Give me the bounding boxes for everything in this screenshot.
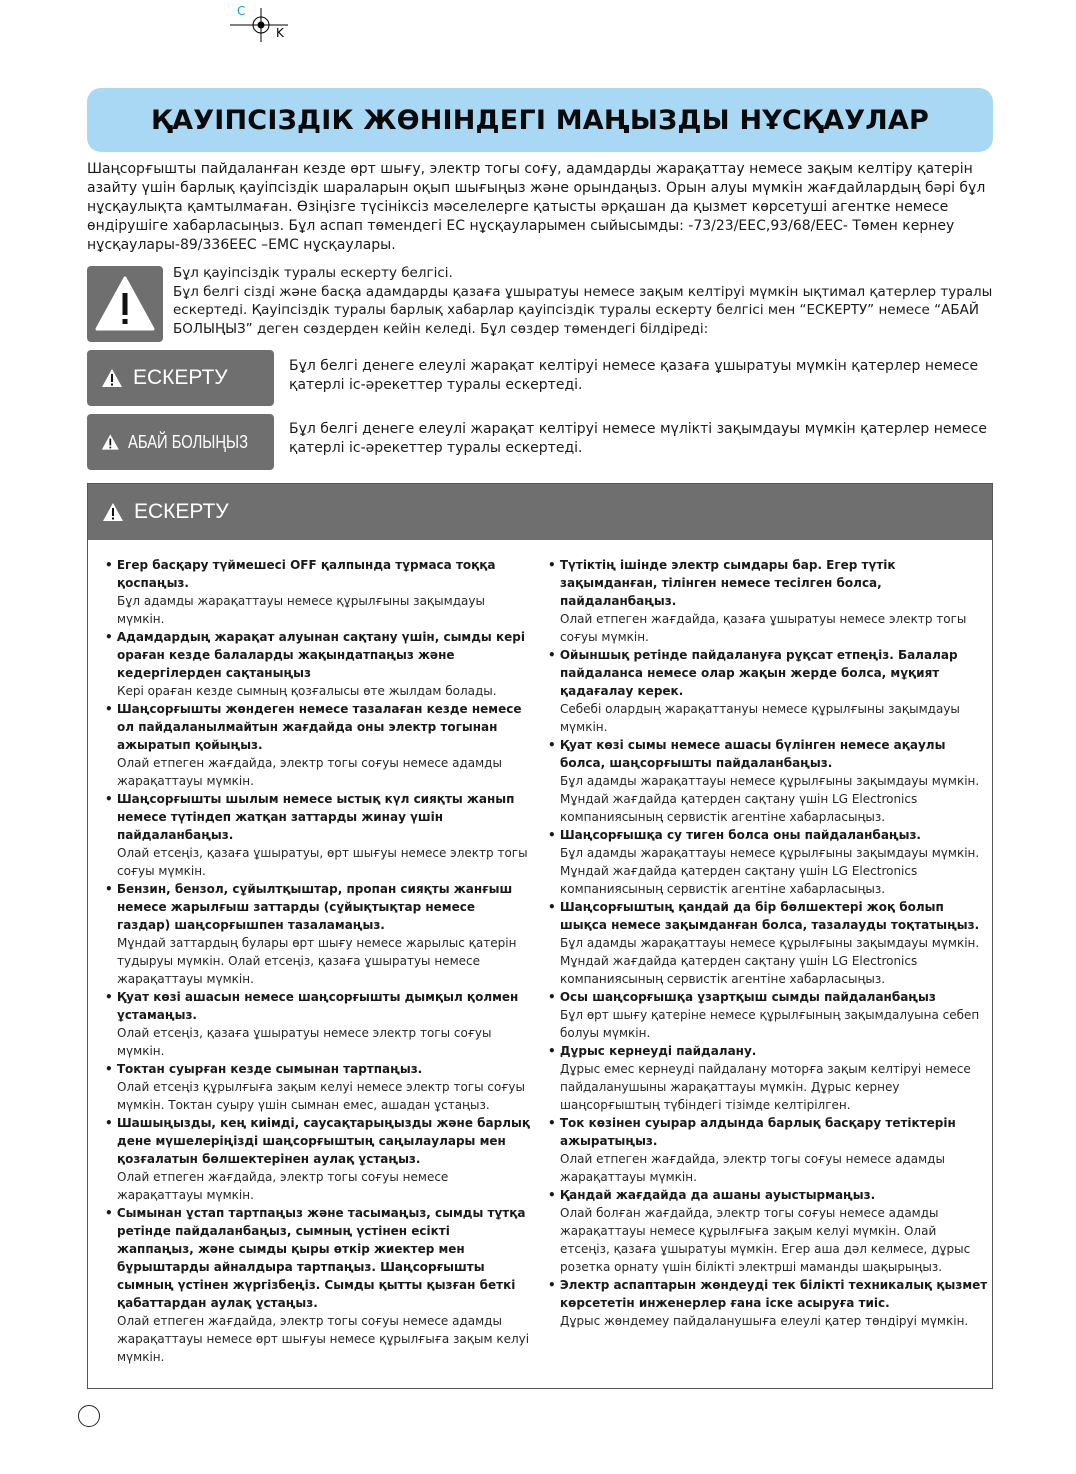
page-title: ҚАУІПСІЗДІК ЖӨНІНДЕГІ МАҢЫЗДЫ НҰСҚАУЛАР bbox=[151, 104, 929, 136]
item-title: • Адамдардың жарақат алуынан сақтану үшін, сымды кері ораған кезде балаларды жақындатпаңыз және кедергілерден сақтаныңыз bbox=[105, 628, 530, 682]
item-body: Олай етпеген жағдайда, электр тогы соғуы немесе адамды жарақаттауы мүмкін. bbox=[560, 1152, 945, 1184]
warning-panel-header bbox=[88, 484, 992, 540]
warning-description: Бұл белгі денеге елеулі жарақат келтіруі немесе қазаға ұшыратуы мүмкін қатерлер немесе қатерлі іс-әрекеттер туралы ескертеді. bbox=[289, 358, 979, 393]
item-body: Бұл адамды жарақаттауы немесе құрылғыны зақымдауы мүмкін. Мұндай жағдайда қатерден сақтану үшін LG Electronics компаниясының сервистік агентіне хабарласыңыз. bbox=[560, 774, 980, 824]
list-item bbox=[548, 556, 988, 646]
item-body: Олай етсеңіз, қазаға ұшыратуы немесе электр тогы соғуы мүмкін. bbox=[117, 1026, 492, 1058]
item-title: • Ойыншық ретінде пайдалануға рұқсат етпеңіз. Балалар пайдаланса немесе олар жақын жерде болса, мұқият қадағалау керек. bbox=[548, 646, 988, 700]
list-item bbox=[105, 1114, 530, 1204]
item-title: • Қуат көзі сымы немесе ашасы бүлінген немесе ақаулы болса, шаңсорғышты пайдаланбаңыз. bbox=[548, 736, 988, 772]
safety-alert-symbol bbox=[87, 266, 163, 342]
list-item bbox=[105, 700, 530, 790]
warning-triangle-icon bbox=[94, 275, 156, 333]
item-title: • Электр аспаптарын жөндеуді тек білікті техникалық қызмет көрсететін инженерлер ғана іске асыруға тиіс. bbox=[548, 1276, 988, 1312]
item-body: Олай етпеген жағдайда, электр тогы соғуы немесе жарақаттауы мүмкін. bbox=[117, 1170, 449, 1202]
warning-panel bbox=[87, 483, 993, 1389]
warning-triangle-icon bbox=[102, 502, 124, 522]
intro-paragraph: Шаңсорғышты пайдаланған кезде өрт шығу, электр тогы соғу, адамдарды жарақаттау немесе зақым келтіру қатерін азайту үшін барлық қауіпсіздік шараларын оқып шығыңыз және орындаңыз. Орын алуы мүмкін жағдайлардың бәрі бұл нұсқаулықта қамтылмаған. Өзіңізге түсініксіз мәселелерге қатысты әрқашан да қызмет көрсетуші агентке немесе өндірушіге хабарласыңыз. Бұл аспап төмендегі ЕС нұсқауларымен сыйысымды: -73/23/EEC,93/68/EEC- Төмен кернеу нұсқаулары-89/336EEC –EMC нұсқаулары. bbox=[87, 161, 986, 253]
item-title: • Түтіктің ішінде электр сымдары бар. Егер түтік зақымданған, тілінген немесе тесілген болса, пайдаланбаңыз. bbox=[548, 556, 988, 610]
item-title: • Қандай жағдайда да ашаны ауыстырмаңыз. bbox=[548, 1186, 988, 1204]
item-body: Бұл адамды жарақаттауы немесе құрылғыны зақымдауы мүмкін. Мұндай жағдайда қатерден сақтану үшін LG Electronics компаниясының сервистік агентіне хабарласыңыз. bbox=[560, 936, 980, 986]
list-item bbox=[548, 826, 988, 898]
item-title: • Егер басқару түймешесі OFF қалпында тұрмаса тоққа қоспаңыз. bbox=[105, 556, 530, 592]
item-title: • Бензин, бензол, сұйылтқыштар, пропан сияқты жанғыш немесе жарылғыш заттарды (сұйықтықтар немесе газдар) шаңсорғышпен тазаламаңыз. bbox=[105, 880, 530, 934]
page-number-circle bbox=[78, 1405, 100, 1427]
list-item bbox=[105, 1204, 530, 1366]
list-item bbox=[548, 1186, 988, 1276]
item-title: • Токтан суырған кезде сымынан тартпаңыз. bbox=[105, 1060, 530, 1078]
list-item bbox=[548, 736, 988, 826]
item-body: Олай етпеген жағдайда, қазаға ұшыратуы немесе электр тогы соғуы мүмкін. bbox=[560, 612, 967, 644]
caution-badge-label: АБАЙ БОЛЫҢЫЗ bbox=[127, 431, 248, 452]
list-item bbox=[548, 646, 988, 736]
item-body: Дұрыс жөндемеу пайдаланушыға елеулі қатер төндіруі мүмкін. bbox=[560, 1314, 969, 1328]
warning-list-left bbox=[105, 556, 530, 1366]
item-title: • Қуат көзі ашасын немесе шаңсорғышты дымқыл қолмен ұстамаңыз. bbox=[105, 988, 530, 1024]
item-body: Олай етсеңіз, қазаға ұшыратуы, өрт шығуы немесе электр тогы соғуы мүмкін. bbox=[117, 846, 528, 878]
item-title: • Шаңсорғышты шылым немесе ыстық күл сияқты жанып немесе түтіндеп жатқан заттарды жинау үшін пайдаланбаңыз. bbox=[105, 790, 530, 844]
symbol-explanation bbox=[173, 264, 993, 338]
warning-badge-label: ЕСКЕРТУ bbox=[133, 366, 228, 389]
item-body: Олай болған жағдайда, электр тогы соғуы немесе адамды жарақаттауы немесе құрылғыға зақым келуі мүмкін. Олай етсеңіз, қазаға ұшыратуы мүмкін. Егер аша дәл келмесе, дұрыс розетка орнату үшін білікті электрші маманды шақырыңыз. bbox=[560, 1206, 971, 1274]
list-item bbox=[105, 790, 530, 880]
item-body: Бұл өрт шығу қатеріне немесе құрылғының зақымдалуына себеп болуы мүмкін. bbox=[560, 1008, 980, 1040]
item-body: Олай етпеген жағдайда, электр тогы соғуы немесе адамды жарақаттауы немесе өрт шығуы немесе құрылғыға зақым келуі мүмкін. bbox=[117, 1314, 530, 1364]
item-body: Кері ораған кезде сымның қозғалысы өте жылдам болады. bbox=[117, 684, 497, 698]
list-item bbox=[105, 556, 530, 628]
item-title: • Шаңсорғышты жөндеген немесе тазалаған кезде немесе ол пайдаланылмайтын жағдайда оны электр тогынан ажыратып қойыңыз. bbox=[105, 700, 530, 754]
list-item bbox=[548, 1276, 988, 1330]
item-title: • Дұрыс кернеуді пайдалану. bbox=[548, 1042, 988, 1060]
warning-list-right bbox=[548, 556, 988, 1330]
warning-badge bbox=[87, 350, 274, 406]
item-body: Бұл адамды жарақаттауы немесе құрылғыны зақымдауы мүмкін. Мұндай жағдайда қатерден сақтану үшін LG Electronics компаниясының сервистік агентіне хабарласыңыз. bbox=[560, 846, 980, 896]
warning-panel-title: ЕСКЕРТУ bbox=[134, 500, 229, 523]
item-body: Олай етпеген жағдайда, электр тогы соғуы немесе адамды жарақаттауы мүмкін. bbox=[117, 756, 502, 788]
warning-triangle-icon bbox=[101, 432, 120, 452]
list-item bbox=[105, 880, 530, 988]
item-title: • Ток көзінен суырар алдында барлық басқару тетіктерін ажыратыңыз. bbox=[548, 1114, 988, 1150]
list-item bbox=[548, 1042, 988, 1114]
warning-triangle-icon bbox=[101, 368, 123, 388]
caution-description: Бұл белгі денеге елеулі жарақат келтіруі немесе мүлікті зақымдауы мүмкін қатерлер немесе қатерлі іс-әрекеттер туралы ескертеді. bbox=[289, 421, 987, 456]
list-item bbox=[548, 1114, 988, 1186]
symbol-explanation-line2: Бұл белгі сізді және басқа адамдарды қазаға ұшыратуы немесе зақым келтіруі мүмкін ықтимал қатерлер туралы ескертеді. Қауіпсіздік туралы барлық хабарлар қауіпсіздік туралы ескерту белгісі мен “ЕСКЕРТУ” немесе “АБАЙ БОЛЫҢЫЗ” деген сөздерден кейін келеді. Бұл сөздер төмендегі білдіреді: bbox=[173, 283, 993, 337]
item-title: • Шашыңызды, кең киімді, саусақтарыңызды және барлық дене мүшелеріңізді шаңсорғыштың саңылаулары мен қозғалатын бөлшектерінен аулақ ұстаңыз. bbox=[105, 1114, 530, 1168]
registration-mark-k: K bbox=[276, 26, 284, 40]
item-title: • Осы шаңсорғышқа ұзартқыш сымды пайдаланбаңыз bbox=[548, 988, 988, 1006]
list-item bbox=[105, 988, 530, 1060]
registration-mark-c: C bbox=[237, 4, 246, 18]
symbol-explanation-line1: Бұл қауіпсіздік туралы ескерту белгісі. bbox=[173, 265, 453, 281]
item-title: • Шаңсорғыштың қандай да бір бөлшектері жоқ болып шықса немесе зақымданған болса, тазалауды тоқтатыңыз. bbox=[548, 898, 988, 934]
list-item bbox=[105, 1060, 530, 1114]
item-title: • Сымынан ұстап тартпаңыз және тасымаңыз, сымды тұтқа ретінде пайдаланбаңыз, сымның үстінен есікті жаппаңыз, және сымды қыры өткір жиектер мен бұрыштарды айналдыра тартпаңыз. Шаңсорғышты сымның үстінен жүргізбеңіз. Сымды қытты қызған беткі қабаттардан аулақ ұстаңыз. bbox=[105, 1204, 530, 1312]
title-banner bbox=[87, 88, 993, 152]
list-item bbox=[105, 628, 530, 700]
item-title: • Шаңсорғышқа су тиген болса оны пайдаланбаңыз. bbox=[548, 826, 988, 844]
item-body: Дұрыс емес кернеуді пайдалану моторға зақым келтіруі немесе пайдаланушыны жарақаттауы мүмкін. Дұрыс кернеу шаңсорғыштың түбіндегі тізімде келтірілген. bbox=[560, 1062, 971, 1112]
item-body: Мұндай заттардың булары өрт шығу немесе жарылыс қатерін тудыруы мүмкін. Олай етсеңіз, қазаға ұшыратуы немесе жарақаттауы мүмкін. bbox=[117, 936, 517, 986]
list-item bbox=[548, 898, 988, 988]
caution-badge bbox=[87, 414, 274, 470]
list-item bbox=[548, 988, 988, 1042]
item-body: Бұл адамды жарақаттауы немесе құрылғыны зақымдауы мүмкін. bbox=[117, 594, 485, 626]
item-body: Олай етсеңіз құрылғыға зақым келуі немесе электр тогы соғуы мүмкін. Токтан суыру үшін сымнан емес, ашадан ұстаңыз. bbox=[117, 1080, 525, 1112]
item-body: Себебі олардың жарақаттануы немесе құрылғыны зақымдауы мүмкін. bbox=[560, 702, 960, 734]
registration-mark bbox=[228, 4, 292, 44]
